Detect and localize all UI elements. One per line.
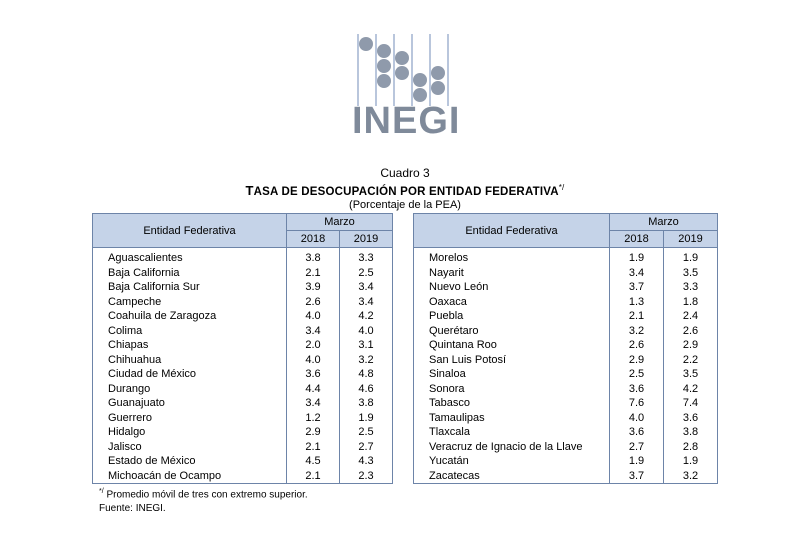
value-2019: 4.0 [340, 324, 393, 339]
value-2019: 2.6 [664, 324, 718, 339]
entity-name: Morelos [429, 252, 469, 264]
entity-name: Tabasco [429, 397, 470, 409]
entity-name: Campeche [108, 295, 162, 308]
col-entity-header: Entidad Federativa [93, 214, 287, 248]
table-row [414, 295, 718, 310]
table-row [414, 425, 718, 440]
value-2018: 2.0 [287, 338, 340, 353]
col-year-2019: 2019 [340, 231, 393, 248]
entity-name: Querétaro [429, 324, 479, 337]
left-table-body [93, 248, 393, 484]
entity-name: Tlaxcala [429, 426, 470, 438]
value-2018: 2.6 [610, 338, 664, 353]
value-2019: 3.3 [340, 248, 393, 266]
value-2019: 2.2 [664, 353, 718, 368]
entity-name: Nuevo León [429, 281, 489, 293]
logo-wordmark: INEGI [352, 100, 461, 142]
table-row [414, 411, 718, 426]
value-2018: 3.9 [287, 280, 340, 295]
table-row [93, 338, 393, 353]
table-row [93, 295, 393, 310]
value-2018: 3.7 [610, 280, 664, 295]
table-row [414, 454, 718, 469]
value-2018: 3.6 [287, 367, 340, 382]
table-title: TASA DE DESOCUPACIÓN POR ENTIDAD FEDERATIVA*/ [245, 182, 565, 198]
table-row [93, 396, 393, 411]
value-2018: 4.4 [287, 382, 340, 397]
value-2019: 3.5 [664, 266, 718, 281]
table-heading [0, 166, 810, 211]
value-2019: 1.8 [664, 295, 718, 310]
value-2019: 2.5 [340, 266, 393, 281]
entity-name: Jalisco [108, 440, 142, 453]
value-2019: 3.8 [664, 425, 718, 440]
value-2018: 4.0 [610, 411, 664, 426]
value-2018: 2.1 [287, 469, 340, 484]
table-row [93, 382, 393, 397]
entity-name: Oaxaca [429, 295, 467, 308]
value-2019: 4.3 [340, 454, 393, 469]
value-2018: 3.4 [287, 324, 340, 339]
value-2019: 3.2 [340, 353, 393, 368]
entity-name: Michoacán de Ocampo [108, 469, 222, 482]
table-row [414, 469, 718, 484]
value-2019: 1.9 [340, 411, 393, 426]
value-2019: 3.6 [664, 411, 718, 426]
entity-name: Durango [108, 382, 151, 395]
col-month-header: Marzo [610, 214, 718, 231]
value-2019: 3.4 [340, 280, 393, 295]
table-row [414, 309, 718, 324]
value-2018: 2.1 [610, 309, 664, 324]
value-2019: 7.4 [664, 396, 718, 411]
entity-name: Puebla [429, 310, 464, 322]
table-row [93, 411, 393, 426]
value-2018: 2.7 [610, 440, 664, 455]
right-table [413, 213, 718, 484]
entity-name: Chihuahua [108, 353, 162, 366]
table-row [414, 382, 718, 397]
value-2018: 3.4 [287, 396, 340, 411]
table-row [414, 396, 718, 411]
value-2018: 3.4 [610, 266, 664, 281]
footnote-average: */ Promedio móvil de tres con extremo superior. [99, 488, 308, 501]
value-2018: 7.6 [610, 396, 664, 411]
table-row [93, 353, 393, 368]
value-2019: 3.3 [664, 280, 718, 295]
entity-name: Guerrero [108, 411, 153, 424]
entity-name: Veracruz de Ignacio de la Llave [429, 440, 583, 453]
value-2018: 1.9 [610, 454, 664, 469]
entity-name: Chiapas [108, 339, 149, 351]
value-2019: 2.5 [340, 425, 393, 440]
table-row [414, 353, 718, 368]
value-2018: 2.9 [610, 353, 664, 368]
footnote-source: Fuente: INEGI. [99, 503, 166, 515]
value-2018: 2.1 [287, 440, 340, 455]
value-2018: 1.3 [610, 295, 664, 310]
value-2018: 3.2 [610, 324, 664, 339]
table-row [93, 309, 393, 324]
col-month-header: Marzo [287, 214, 393, 231]
entity-name: Sinaloa [429, 368, 466, 380]
table-row [414, 248, 718, 266]
value-2018: 1.9 [610, 248, 664, 266]
value-2018: 4.5 [287, 454, 340, 469]
value-2018: 2.5 [610, 367, 664, 382]
table-row [93, 266, 393, 281]
table-row [414, 324, 718, 339]
table-subtitle: (Porcentaje de la PEA) [349, 198, 461, 211]
value-2018: 4.0 [287, 309, 340, 324]
value-2019: 2.4 [664, 309, 718, 324]
value-2019: 2.7 [340, 440, 393, 455]
entity-name: Hidalgo [108, 426, 146, 438]
value-2018: 3.6 [610, 425, 664, 440]
value-2018: 3.6 [610, 382, 664, 397]
value-2019: 3.2 [664, 469, 718, 484]
value-2019: 3.1 [340, 338, 393, 353]
value-2019: 1.9 [664, 454, 718, 469]
entity-name: Guanajuato [108, 397, 165, 409]
right-table-body [414, 248, 718, 484]
entity-name: Aguascalientes [108, 252, 183, 264]
value-2018: 2.1 [287, 266, 340, 281]
table-row [414, 280, 718, 295]
value-2018: 2.9 [287, 425, 340, 440]
entity-name: Ciudad de México [108, 368, 197, 380]
entity-name: Sonora [429, 382, 465, 395]
inegi-logo [352, 34, 461, 142]
table-row [93, 440, 393, 455]
table-row [414, 338, 718, 353]
col-entity-header: Entidad Federativa [414, 214, 610, 248]
entity-name: Baja California Sur [108, 281, 200, 293]
value-2019: 2.3 [340, 469, 393, 484]
entity-name: Colima [108, 324, 143, 337]
entity-name: Zacatecas [429, 469, 480, 482]
table-row [93, 280, 393, 295]
entity-name: Yucatán [429, 455, 469, 467]
table-row [93, 454, 393, 469]
value-2019: 2.8 [664, 440, 718, 455]
value-2018: 1.2 [287, 411, 340, 426]
value-2019: 2.9 [664, 338, 718, 353]
table-row [93, 367, 393, 382]
footnotes [99, 485, 308, 516]
table-row [93, 248, 393, 266]
entity-name: Quintana Roo [429, 339, 497, 351]
value-2018: 2.6 [287, 295, 340, 310]
value-2019: 4.2 [664, 382, 718, 397]
left-table [92, 213, 393, 484]
table-row [93, 425, 393, 440]
entity-name: San Luis Potosí [429, 353, 507, 366]
value-2019: 4.2 [340, 309, 393, 324]
cuadro-number: Cuadro 3 [380, 166, 430, 180]
value-2019: 1.9 [664, 248, 718, 266]
value-2019: 3.8 [340, 396, 393, 411]
value-2019: 4.6 [340, 382, 393, 397]
value-2018: 3.8 [287, 248, 340, 266]
table-row [414, 367, 718, 382]
entity-name: Estado de México [108, 455, 196, 467]
entity-name: Baja California [108, 266, 180, 279]
entity-name: Tamaulipas [429, 411, 485, 424]
table-row [93, 324, 393, 339]
value-2019: 4.8 [340, 367, 393, 382]
col-year-2018: 2018 [287, 231, 340, 248]
value-2018: 4.0 [287, 353, 340, 368]
table-row [414, 266, 718, 281]
table-row [414, 440, 718, 455]
entity-name: Nayarit [429, 266, 464, 279]
value-2019: 3.5 [664, 367, 718, 382]
table-row [93, 469, 393, 484]
col-year-2018: 2018 [610, 231, 664, 248]
value-2019: 3.4 [340, 295, 393, 310]
value-2018: 3.7 [610, 469, 664, 484]
col-year-2019: 2019 [664, 231, 718, 248]
entity-name: Coahuila de Zaragoza [108, 310, 217, 322]
